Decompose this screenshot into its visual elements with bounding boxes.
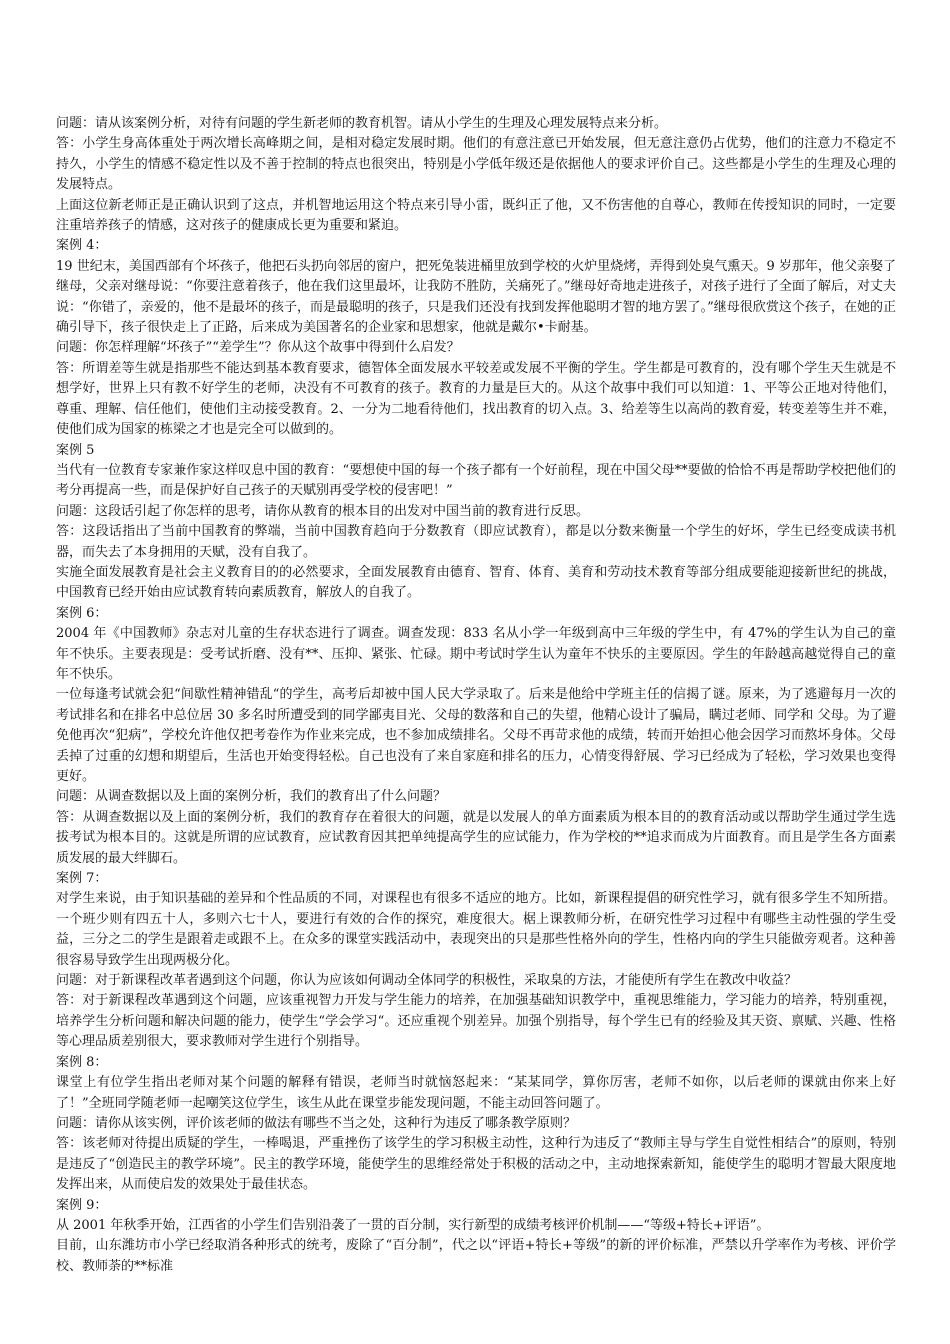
paragraph: 2004 年《中国教师》杂志对儿童的生存状态进行了调查。调查发现：833 名从小学一年级到高中三年级的学生中，有 47%的学生认为自己的童年不快乐。主要表现是：受考试折磨、没有**、压抑、紧张、忙碌。期中考试时学生认为童年不快乐的主要原因。学生的年龄越高越觉得自己的童年不快乐。: [56, 626, 896, 682]
paragraph: 问题：你怎样理解“坏孩子”“差学生”？你从这个故事中得到什么启发？: [56, 340, 460, 356]
document-body: [56, 114, 896, 1277]
paragraph: 案例 7：: [56, 871, 108, 887]
paragraph: 案例 5: [56, 442, 95, 458]
paragraph: 19 世纪末，美国西部有个坏孩子，他把石头扔向邻居的窗户，把死兔装进桶里放到学校的火炉里烧烤，弄得到处臭气熏天。9 岁那年，他父亲娶了继母，父亲对继母说：“你要注意着孩子，他在我们这里最坏，让我防不胜防，关痛死了。”继母好奇地走进孩子，对孩子进行了全面了解后，对丈夫说：“你错了，亲爱的，他不是最坏的孩子，而是最聪明的孩子，只是我们还没有找到发挥他聪明才智的地方罢了。”继母很欣赏这个孩子，在她的正确引导下，孩子很快走上了正路，后来成为美国著名的企业家和思想家，他就是戴尔•卡耐基。: [56, 258, 896, 336]
paragraph: 实施全面发展教育是社会主义教育目的的必然要求，全面发展教育由德育、智育、体育、美育和劳动技术教育等部分组成要能迎接新世纪的挑战，中国教育已经开始由应试教育转向素质教育，解放人的自我了。: [56, 564, 896, 601]
paragraph: 答：这段话指出了当前中国教育的弊端，当前中国教育趋向于分数教育（即应试教育），都是以分数来衡量一个学生的好坏，学生已经变成读书机器，而失去了本身拥用的天赋，没有自我了。: [56, 524, 896, 560]
paragraph: 目前，山东潍坊市小学已经取消各种形式的统考，废除了“百分制”，代之以“评语+特长+等级”的新的评价标准，严禁以升学率作为考核、评价学校、教师荼的**标准: [56, 1238, 896, 1274]
paragraph: 问题：对于新课程改革者遇到这个问题，你认为应该如何调动全体同学的积极性，采取臬的方法，才能使所有学生在教改中收益？: [56, 973, 798, 989]
paragraph: 问题：从调查数据以及上面的案例分析，我们的教育出了什么问题？: [56, 789, 447, 805]
paragraph: 答：所谓差等生就是指那些不能达到基本教育要求，德智体全面发展水平较差或发展不平衡的学生。学生都是可教育的，没有哪个学生天生就是不想学好，世界上只有教不好学生的老师，决没有不可教育的孩子。教育的力量是巨大的。从这个故事中我们可以知道：1、平等公正地对待他们，尊重、理解、信任他们，使他们主动接受教育。2、一分为二地看待他们，找出教育的切入点。3、给差等生以高尚的教育爱，转变差等生并不难，使他们成为国家的栋梁之才也是完全可以做到的。: [56, 360, 896, 438]
paragraph: 案例 8：: [56, 1054, 108, 1070]
paragraph: 案例 6：: [56, 605, 108, 621]
paragraph: 课堂上有位学生指出老师对某个问题的解释有错误，老师当时就恼怒起来：“某某同学，算你厉害，老师不如你，以后老师的课就由你来上好了！”全班同学随老师一起嘲笑这位学生，该生从此在课堂步能发现问题，不能主动回答问题了。: [56, 1075, 896, 1111]
paragraph: 答：对于新课程改革遇到这个问题，应该重视智力开发与学生能力的培养，在加强基础知识教学中，重视思维能力，学习能力的培养，特别重视，培养学生分析问题和解决问题的能力，使学生“学会学习“。还应重视个别差异。加强个别指导，每个学生已有的经验及其天资、禀赋、兴趣、性格等心理品质差别很大，要求教师对学生进行个别指导。: [56, 993, 896, 1050]
paragraph: 答：该老师对待提出质疑的学生，一棒喝退，严重挫伤了该学生的学习积极主动性，这种行为违反了“教师主导与学生自觉性相结合”的原则，特别是违反了“创造民主的教学环境”。民主的教学环境，能使学生的思维经常处于积极的活动之中，主动地探索新知，能使学生的聪明才智最大限度地发挥出来，从而使启发的效果处于最佳状态。: [56, 1136, 896, 1193]
paragraph: 案例 4：: [56, 238, 108, 254]
paragraph: 从 2001 年秋季开始，江西省的小学生们告别沿袭了一贯的百分制，实行新型的成绩考核评价机制——“等级+特长+评语”。: [56, 1217, 770, 1233]
paragraph: 当代有一位教育专家兼作家这样叹息中国的教育：“要想使中国的每一个孩子都有一个好前程，现在中国父母**要做的恰恰不再是帮助学校把他们的考分再提高一些，而是保护好自己孩子的天赋别再受学校的侵害吧！”: [56, 462, 896, 499]
paragraph: 一位每逢考试就会犯“间歇性精神错乱“的学生，高考后却被中国人民大学录取了。后来是他给中学班主任的信揭了谜。原来，为了逃避每月一次的考试排名和在排名中总位居 30 多名时所遭受到的同学鄙夷目光、父母的数落和自己的失望，他精心设计了骗局，瞒过老师、同学和 父母。为了避免他再次“犯病”，学校允许他仅把考卷作为作业来完成，也不参加成绩排名。父母不再苛求他的成绩，转而开始担心他会因学习而熬坏身体。父母丢掉了过重的幻想和期望后，生活也开始变得轻松。自己也没有了来自家庭和排名的压力，心情变得舒展、学习已经成为了轻松，学习效果也变得更好。: [56, 687, 896, 784]
paragraph: 问题：这段话引起了你怎样的思考，请你从教育的根本目的出发对中国当前的教育进行反思。: [56, 503, 590, 519]
paragraph: 案例 9：: [56, 1197, 108, 1213]
paragraph: 答：从调查数据以及上面的案例分析，我们的教育存在着很大的问题，就是以发展人的单方面素质为根本目的的教育活动或以帮助学生通过学生选拔考试为根本目的。这就是所谓的应试教育，应试教育因其把单纯提高学生的应试能力，作为学校的**追求而成为片面教育。而且是学生各方面素质发展的最大绊脚石。: [56, 809, 896, 866]
paragraph: 答：小学生身高体重处于两次增长高峰期之间，是相对稳定发展时期。他们的有意注意已开始发展，但无意注意仍占优势，他们的注意力不稳定不持久，小学生的情感不稳定性以及不善于控制的特点也很突出，特别是小学低年级还是依据他人的要求评价自己。这些都是小学生的生理及心理的发展特点。: [56, 136, 896, 193]
paragraph: 问题：请你从该实例，评价该老师的做法有哪些不当之处，这种行为违反了哪条教学原则？: [56, 1115, 577, 1131]
paragraph: 问题：请从该案例分析，对待有问题的学生新老师的教育机智。请从小学生的生理及心理发展特点来分析。: [56, 116, 668, 131]
paragraph: 上面这位新老师正是正确认识到了这点，并机智地运用这个特点来引导小雷，既纠正了他，又不伤害他的自尊心，教师在传授知识的同时，一定要注重培养孩子的情感，这对孩子的健康成长更为重要和紧迫。: [56, 197, 896, 234]
paragraph: 对学生来说，由于知识基础的差异和个性品质的不同，对课程也有很多不适应的地方。比如，新课程提倡的研究性学习，就有很多学生不知所措。一个班少则有四五十人，多则六七十人，要进行有效的合作的探究，难度很大。椐上课教师分析，在研究性学习过程中有哪些主动性强的学生受益，三分之二的学生是跟着走或跟不上。在众多的课堂实践活动中，表现突出的只是那些性格外向的学生，性格内向的学生只能做旁观者。这种善很容易导致学生出现两极分化。: [56, 891, 896, 968]
